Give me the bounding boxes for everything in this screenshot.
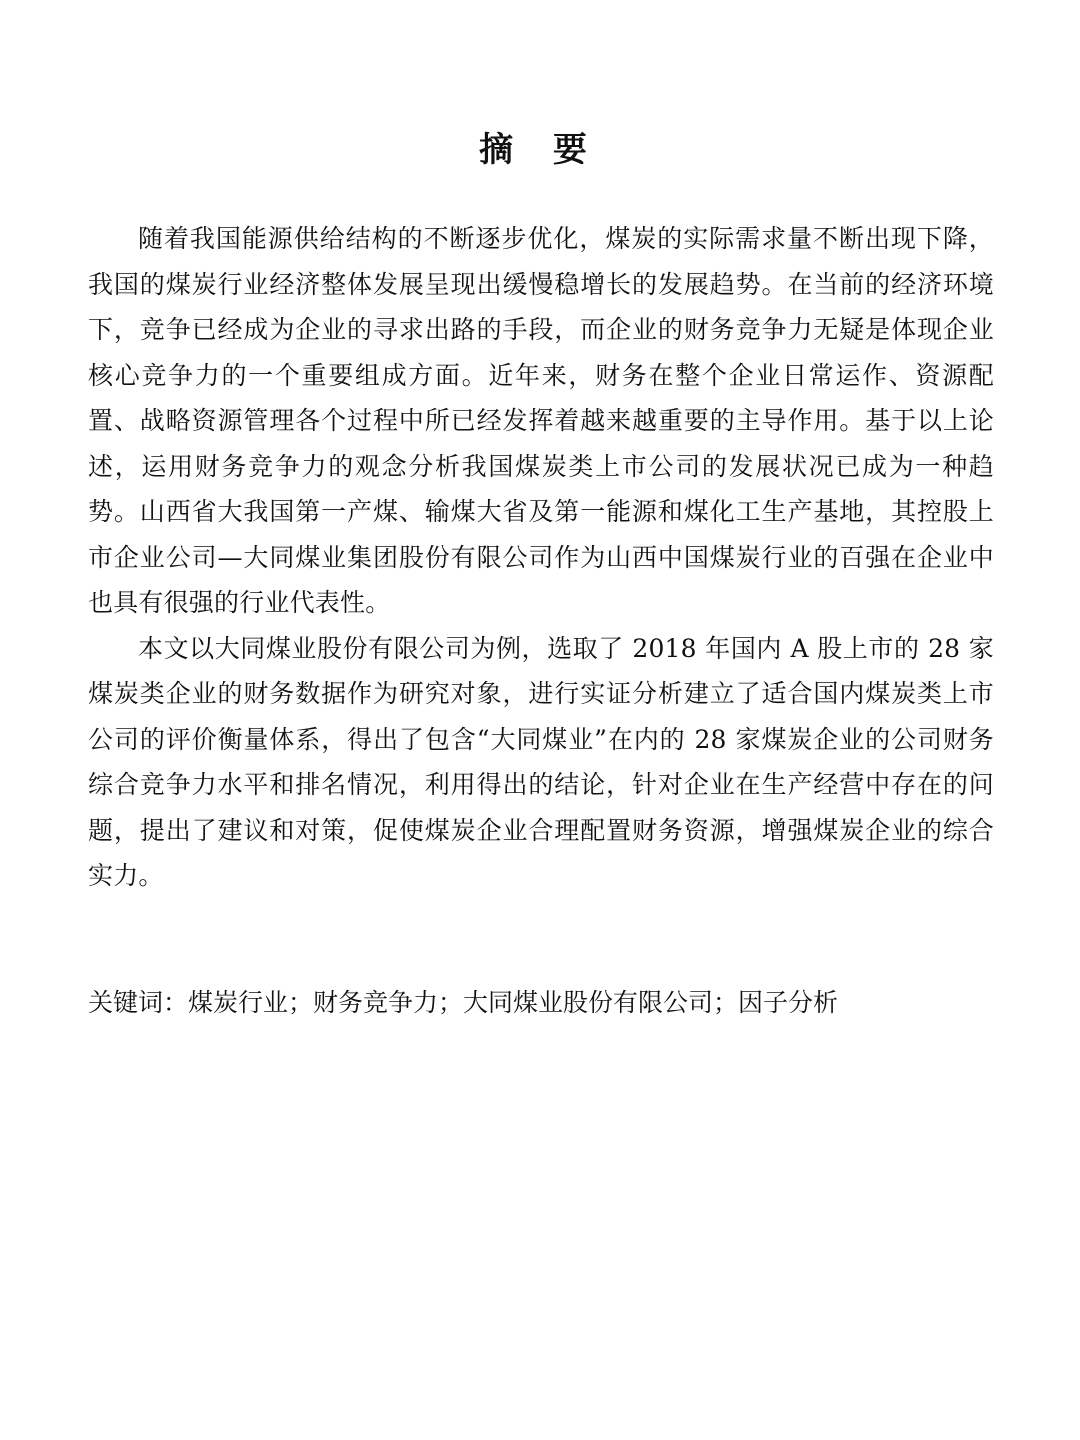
abstract-title: 摘 要 xyxy=(479,130,601,170)
keywords-line xyxy=(88,982,994,1024)
abstract-body xyxy=(88,216,994,899)
abstract-paragraph-2: 本文以大同煤业股份有限公司为例，选取了 2018 年国内 A 股上市的 28 家煤炭类企业的财务数据作为研究对象，进行实证分析建立了适合国内煤炭类上市公司的评价衡量体系，得出了包含“大同煤业”在内的 28 家煤炭企业的公司财务综合竞争力水平和排名情况，利用得出的结论，针对企业在生产经营中存在的问题，提出了建议和对策，促使煤炭企业合理配置财务资源，增强煤炭企业的综合实力。 xyxy=(88,633,994,890)
abstract-paragraph-1: 随着我国能源供给结构的不断逐步优化，煤炭的实际需求量不断出现下降，我国的煤炭行业经济整体发展呈现出缓慢稳增长的发展趋势。在当前的经济环境下，竞争已经成为企业的寻求出路的手段，而企业的财务竞争力无疑是体现企业核心竞争力的一个重要组成方面。近年来，财务在整个企业日常运作、资源配置、战略资源管理各个过程中所已经发挥着越来越重要的主导作用。基于以上论述，运用财务竞争力的观念分析我国煤炭类上市公司的发展状况已成为一种趋势。山西省大我国第一产煤、输煤大省及第一能源和煤化工生产基地，其控股上市企业公司—大同煤业集团股份有限公司作为山西中国煤炭行业的百强在企业中也具有很强的行业代表性。 xyxy=(88,224,994,617)
keywords-value: 煤炭行业；财务竞争力；大同煤业股份有限公司；因子分析 xyxy=(188,988,839,1017)
keywords-label: 关键词： xyxy=(88,988,189,1017)
